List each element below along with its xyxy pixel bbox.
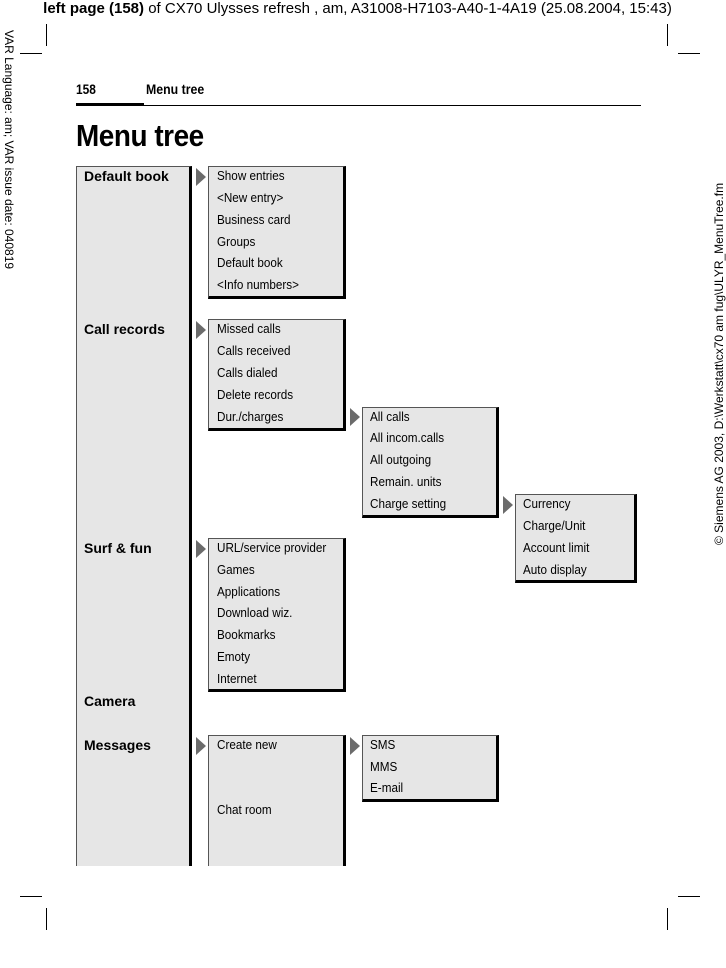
submenu-item[interactable]: MMS <box>370 759 398 774</box>
submenu-item[interactable]: <New entry> <box>217 190 284 205</box>
left-page-label: left page (158) <box>43 0 145 17</box>
submenu-item[interactable]: Calls received <box>217 343 291 358</box>
submenu-item[interactable]: Missed calls <box>217 321 281 336</box>
submenu-item[interactable]: URL/service provider <box>217 540 327 555</box>
crop-mark <box>20 53 42 54</box>
submenu-item[interactable]: Calls dialed <box>217 365 278 380</box>
submenu-item[interactable]: <Info numbers> <box>217 277 299 292</box>
page-heading: Menu tree <box>146 81 205 97</box>
submenu-item[interactable]: Create new <box>217 737 277 752</box>
crop-mark <box>20 896 42 897</box>
menu-messages[interactable]: Messages <box>84 737 151 753</box>
submenu-item[interactable]: Groups <box>217 234 256 249</box>
menu-camera[interactable]: Camera <box>84 693 136 709</box>
left-margin-text: VAR Language: am; VAR issue date: 040819 <box>2 30 16 270</box>
submenu-item[interactable]: All calls <box>370 409 410 424</box>
submenu-item[interactable]: Applications <box>217 584 281 599</box>
submenu-item[interactable]: Currency <box>523 496 571 511</box>
submenu-item[interactable]: E-mail <box>370 780 404 795</box>
submenu-item[interactable]: Charge/Unit <box>523 518 586 533</box>
document-info-line <box>0 0 715 18</box>
submenu-item[interactable]: Business card <box>217 212 291 227</box>
submenu-item[interactable]: Internet <box>217 671 257 686</box>
crop-mark <box>46 24 47 46</box>
submenu-item[interactable]: Auto display <box>523 562 587 577</box>
submenu-item[interactable]: Dur./charges <box>217 409 284 424</box>
arrow-right-icon <box>350 408 360 426</box>
submenu-item[interactable]: Bookmarks <box>217 627 276 642</box>
submenu-item[interactable]: Charge setting <box>370 496 447 511</box>
crop-mark <box>678 896 700 897</box>
right-margin-text: © Siemens AG 2003, D:\Werkstatt\cx70 am fug\ULYR_MenuTree.fm <box>712 182 726 545</box>
arrow-right-icon <box>196 737 206 755</box>
header-rule-accent <box>76 103 144 106</box>
crop-mark <box>667 908 668 930</box>
page-number: 158 <box>76 81 96 97</box>
arrow-right-icon <box>350 737 360 755</box>
submenu-item[interactable]: Games <box>217 562 255 577</box>
menu-surf-fun[interactable]: Surf & fun <box>84 540 152 556</box>
header-rule <box>76 105 641 106</box>
submenu-item[interactable]: Remain. units <box>370 474 442 489</box>
submenu-item[interactable]: SMS <box>370 737 396 752</box>
submenu-item[interactable]: Chat room <box>217 802 272 817</box>
main-menu-column <box>76 166 192 866</box>
page-title: Menu tree <box>76 118 204 153</box>
submenu-item[interactable]: Default book <box>217 255 283 270</box>
crop-mark <box>46 908 47 930</box>
document-info-text: of CX70 Ulysses refresh , am, A31008-H7103-A40-1-4A19 (25.08.2004, 15:43) <box>144 0 672 17</box>
submenu-item[interactable]: Show entries <box>217 168 285 183</box>
arrow-right-icon <box>196 321 206 339</box>
menu-call-records[interactable]: Call records <box>84 321 165 337</box>
crop-mark <box>667 24 668 46</box>
submenu-item[interactable]: Emoty <box>217 649 251 664</box>
menu-default-book[interactable]: Default book <box>84 168 169 184</box>
arrow-right-icon <box>503 496 513 514</box>
submenu-item[interactable]: Account limit <box>523 540 590 555</box>
arrow-right-icon <box>196 168 206 186</box>
submenu-item[interactable]: Download wiz. <box>217 605 293 620</box>
submenu-item[interactable]: Delete records <box>217 387 294 402</box>
crop-mark <box>678 53 700 54</box>
arrow-right-icon <box>196 540 206 558</box>
submenu-item[interactable]: All incom.calls <box>370 430 445 445</box>
submenu-item[interactable]: All outgoing <box>370 452 432 467</box>
